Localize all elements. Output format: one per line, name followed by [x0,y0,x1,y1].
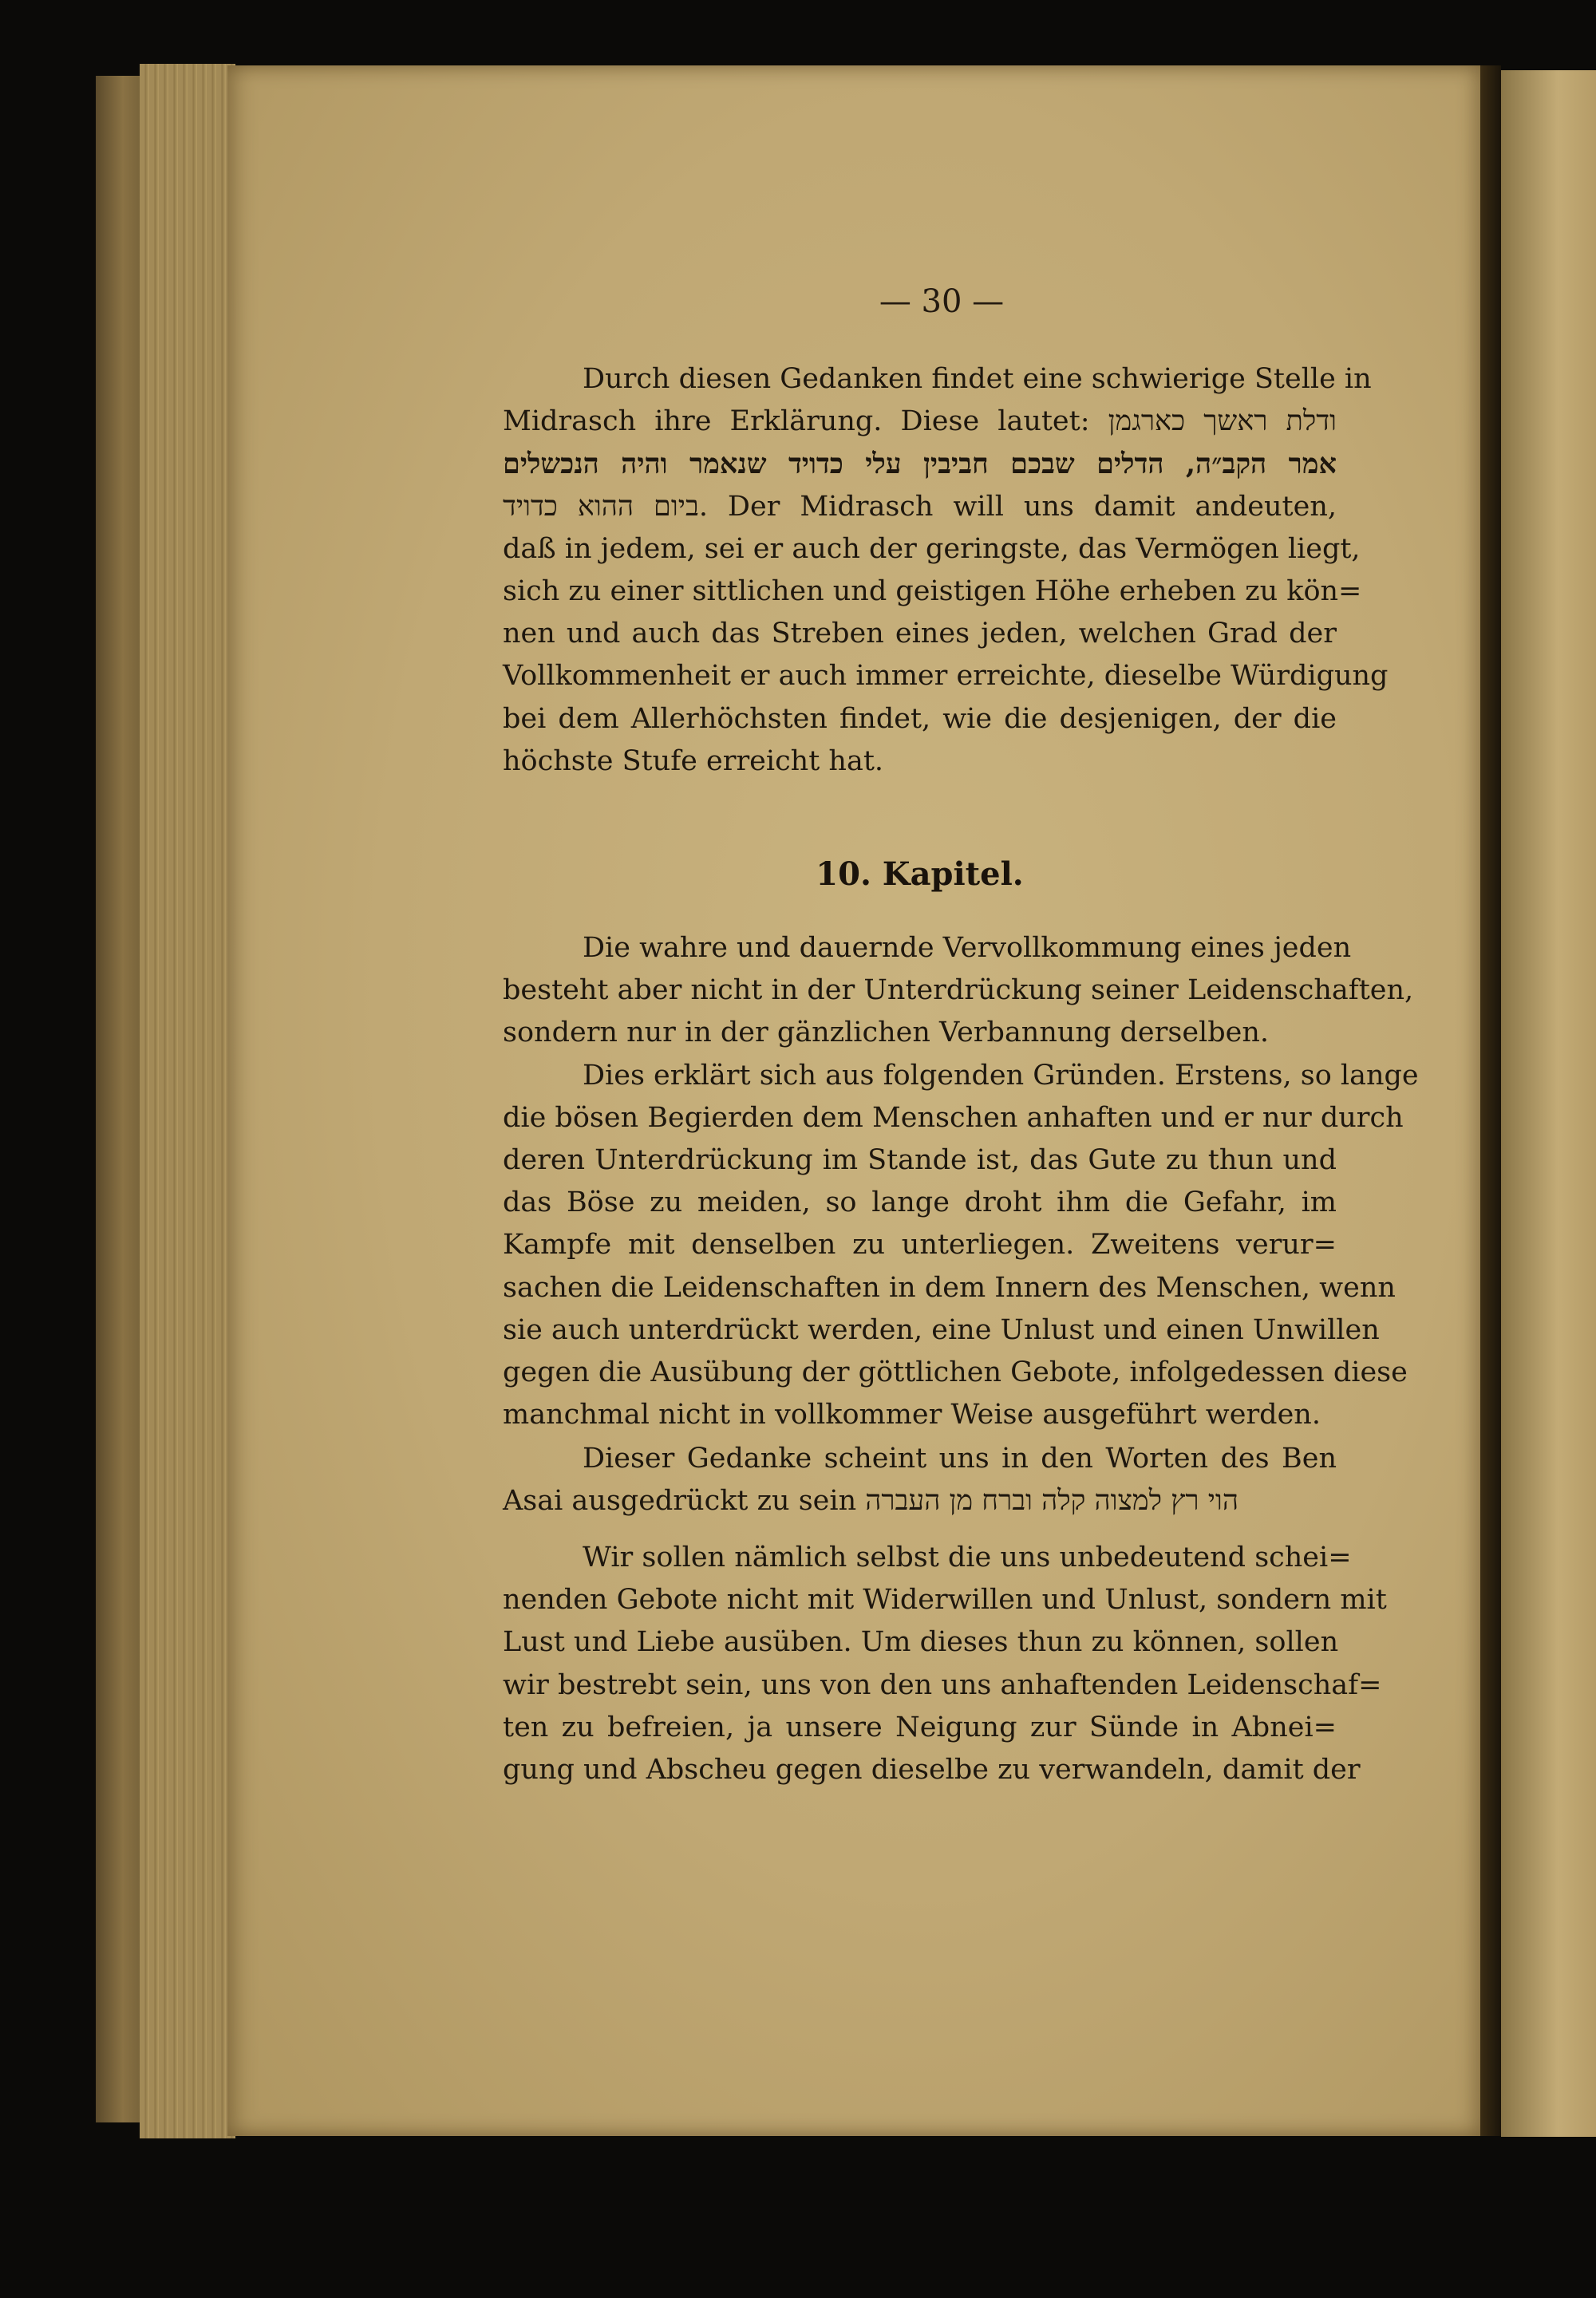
text-line: ten zu befreien, ja unsere Neigung zur Sünde in Abnei= [503,1711,1337,1743]
text-line: Midrasch ihre Erklärung. Diese lautet: ודלת ראשך כארגמן [503,405,1337,438]
text-line: wir bestrebt sein, uns von den uns anhaftenden Leidenschaf= [503,1668,1382,1701]
text-line: nenden Gebote nicht mit Widerwillen und Unlust, sondern mit [503,1584,1387,1617]
text-line: sachen die Leidenschaften in dem Innern des Menschen, wenn [503,1271,1396,1304]
text-line: Dies erklärt sich aus folgenden Gründen. Erstens, so lange [583,1059,1419,1092]
paragraph-2 [503,932,1419,1441]
book-gutter [1480,65,1501,2136]
text-line: ביום ההוא כדויד. Der Midrasch will uns damit andeuten, [503,490,1337,523]
text-line: Kampfe mit denselben zu unterliegen. Zweitens verur= [503,1229,1337,1262]
text-line: besteht aber nicht in der Unterdrückung seiner Leidenschaften, [503,974,1414,1007]
text-line: sie auch unterdrückt werden, eine Unlust und einen Unwillen [503,1313,1380,1346]
text-line: die bösen Begierden dem Menschen anhaften und er nur durch [503,1101,1404,1134]
text-line: das Böse zu meiden, so lange droht ihm die Gefahr, im [503,1187,1337,1219]
text-line: höchste Stufe erreicht hat. [503,744,884,777]
text-line: deren Unterdrückung im Stande ist, das Gute zu thun und [503,1143,1337,1176]
text-line: Die wahre und dauernde Vervollkommung eines jeden [583,932,1352,964]
text-line: Dieser Gedanke scheint uns in den Worten des Ben [583,1443,1337,1475]
text-line: sondern nur in der gänzlichen Verbannung derselben. [503,1017,1270,1049]
chapter-heading: 10. Kapitel. [816,855,1024,893]
text-line: Lust und Liebe ausüben. Um dieses thun zu können, sollen [503,1626,1339,1659]
text-line: manchmal nicht in vollkommer Weise ausgeführt werden. [503,1399,1321,1431]
paragraph-4 [503,1542,1387,1796]
text-line: nen und auch das Streben eines jeden, welchen Grad der [503,618,1337,650]
text-line: sich zu einer sittlichen und geistigen Höhe erheben zu kön= [503,574,1362,607]
text-line: Asai ausgedrückt zu sein הוי רץ למצוה קלה וברח מן העברה [503,1485,1238,1518]
paragraph-3 [503,1443,1337,1527]
text-line: Vollkommenheit er auch immer erreichte, dieselbe Würdigung [503,660,1389,693]
page-number: — 30 — [879,283,1005,320]
text-line: Durch diesen Gedanken findet eine schwierige Stelle in [583,363,1372,395]
paragraph-1 [503,363,1389,788]
text-line: אמר הקב״ה, הדלים שבכם חביבין עלי כדויד שנאמר והיה הנכשלים [503,448,1337,481]
text-line: gegen die Ausübung der göttlichen Gebote, infolgedessen diese [503,1356,1408,1388]
text-line: gung und Abscheu gegen dieselbe zu verwandeln, damit der [503,1753,1361,1786]
text-line: Wir sollen nämlich selbst die uns unbedeutend schei= [583,1542,1352,1573]
page-stack [140,64,235,2138]
text-line: bei dem Allerhöchsten findet, wie die desjenigen, der die [503,702,1337,735]
facing-page-edge [1501,70,1596,2137]
text-line: daß in jedem, sei er auch der geringste, das Vermögen liegt, [503,532,1361,565]
